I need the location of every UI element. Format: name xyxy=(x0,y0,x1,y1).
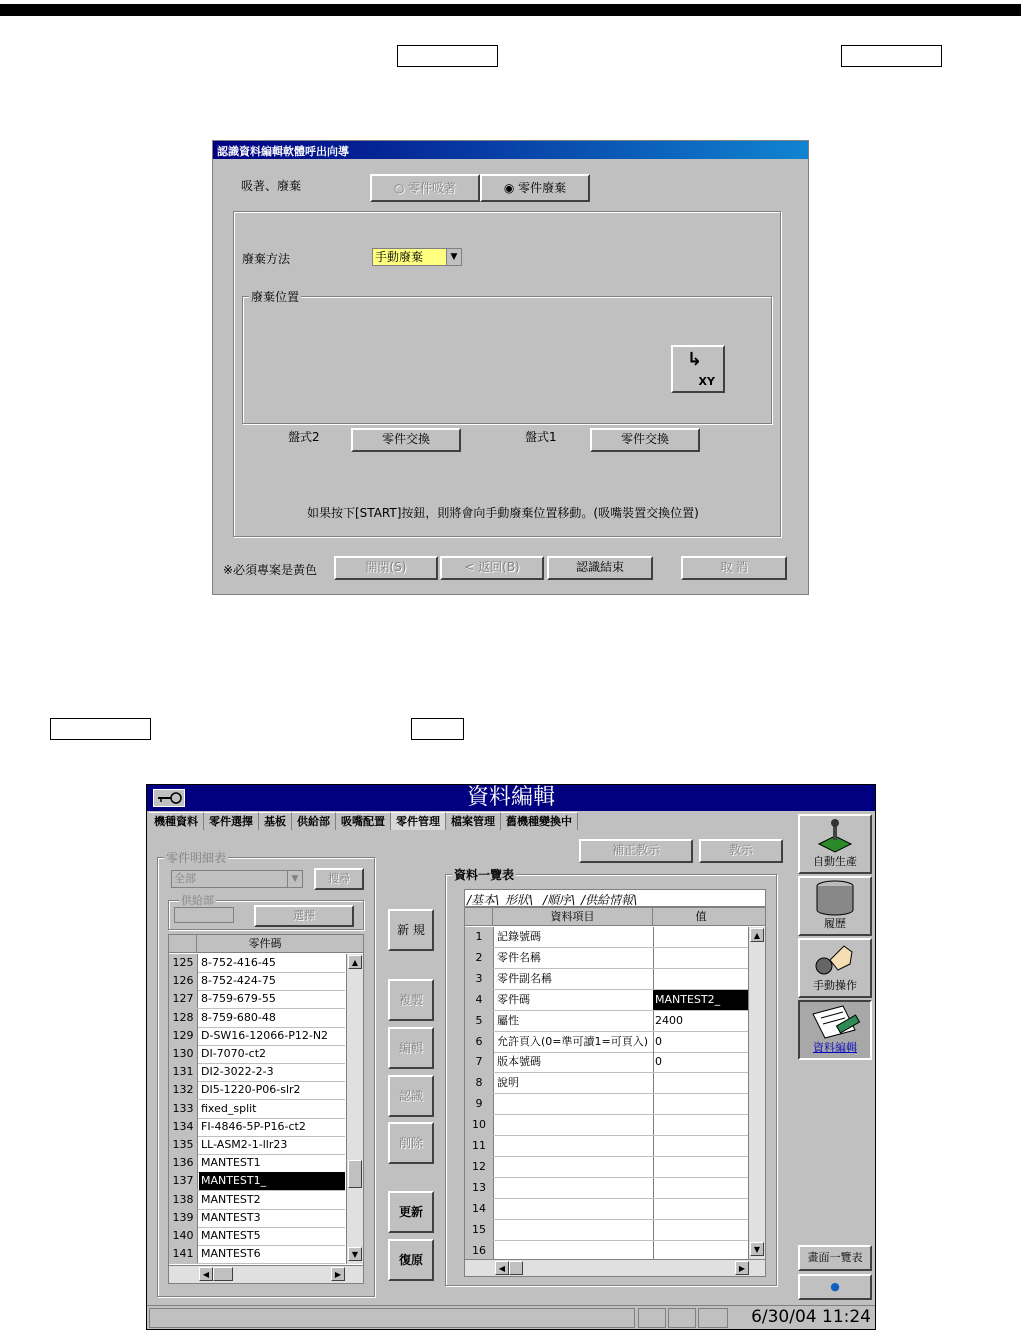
table-row[interactable] xyxy=(169,1100,345,1119)
tray1-label: 盤式1 xyxy=(525,430,557,444)
table-row[interactable] xyxy=(465,1157,749,1178)
table-row[interactable] xyxy=(465,948,749,969)
data-item-cell xyxy=(495,1199,654,1219)
radio-icon: ○ xyxy=(393,181,405,195)
part-code-cell: fixed_split xyxy=(201,1101,257,1115)
tray2-exchange-button[interactable]: 零件交換 xyxy=(351,428,461,452)
status-time: 6/30/04 11:24 xyxy=(751,1307,871,1327)
data-item-cell: 允許頁入(0=準可讀1=可頁入) xyxy=(495,1032,654,1052)
parts-filter-select[interactable] xyxy=(171,870,303,888)
table-row[interactable] xyxy=(169,1191,345,1210)
part-code-cell: D-SW16-12066-P12-N2 xyxy=(201,1028,329,1042)
row-number: 141 xyxy=(169,1245,198,1263)
table-row[interactable] xyxy=(465,1052,749,1073)
tab-part-select[interactable]: 零件選擇 xyxy=(204,812,259,830)
subtab-supply-info[interactable]: /供給情報\ xyxy=(581,893,638,907)
scroll-up-icon[interactable]: ▲ xyxy=(348,955,362,969)
part-code-cell: MANTEST5 xyxy=(201,1229,261,1242)
joystick-icon xyxy=(815,818,855,854)
new-button[interactable]: 新 規 xyxy=(388,909,434,951)
table-row[interactable] xyxy=(465,927,749,948)
table-row[interactable] xyxy=(465,1094,749,1115)
part-code-cell: MANTEST1_ xyxy=(199,1172,345,1190)
row-number: 138 xyxy=(169,1191,198,1209)
h-scroll-thumb[interactable] xyxy=(213,1267,233,1281)
row-number: 128 xyxy=(169,1009,198,1027)
part-code-cell: 8-759-680-48 xyxy=(201,1010,276,1024)
parts-table-header xyxy=(169,935,363,953)
hand-icon xyxy=(810,942,860,978)
scroll-left-icon[interactable]: ◀ xyxy=(199,1267,213,1281)
page-top-rule xyxy=(0,4,1021,16)
table-row[interactable] xyxy=(169,1245,345,1264)
scroll-left-icon[interactable]: ◀ xyxy=(495,1261,509,1275)
data-value-cell[interactable] xyxy=(653,969,749,989)
row-number: 3 xyxy=(465,969,494,989)
delete-button[interactable]: 削除 xyxy=(388,1122,434,1164)
window-title-bar xyxy=(147,785,875,811)
row-number: 12 xyxy=(465,1157,494,1177)
discard-method-select[interactable] xyxy=(372,248,462,266)
scroll-right-icon[interactable]: ▶ xyxy=(331,1267,345,1281)
part-code-cell: DI5-1220-P06-slr2 xyxy=(201,1083,301,1097)
data-item-cell: 版本號碼 xyxy=(495,1052,654,1072)
subtab-sequence[interactable]: /順序\ xyxy=(543,893,576,907)
copy-button[interactable]: 複製 xyxy=(388,979,434,1021)
table-row[interactable] xyxy=(169,1009,345,1028)
feeder-group xyxy=(168,894,364,930)
data-item-cell: 記錄號碼 xyxy=(495,927,654,947)
subtab-shape[interactable]: 形狀\ xyxy=(505,893,534,907)
wizard-dialog xyxy=(212,140,809,595)
tab-parts-management[interactable]: 零件管理 xyxy=(391,812,446,830)
table-row[interactable] xyxy=(465,1178,749,1199)
table-row[interactable] xyxy=(169,954,345,973)
data-horizontal-scrollbar[interactable] xyxy=(465,1259,765,1276)
row-number: 9 xyxy=(465,1094,494,1114)
parts-vertical-scrollbar[interactable] xyxy=(346,954,363,1264)
data-value-cell[interactable]: 0 xyxy=(655,1034,662,1048)
row-number: 8 xyxy=(465,1073,494,1093)
tab-nozzle[interactable]: 吸嘴配置 xyxy=(336,812,391,830)
data-value-cell[interactable] xyxy=(653,1094,749,1114)
column-header-value: 值 xyxy=(695,910,707,923)
part-code-cell: MANTEST1 xyxy=(201,1156,261,1170)
tray2-label: 盤式2 xyxy=(288,430,320,444)
part-code-cell: 8-752-416-45 xyxy=(201,956,276,969)
data-value-cell[interactable] xyxy=(653,1220,749,1240)
discard-method-label: 廢棄方法 xyxy=(242,252,291,266)
table-row[interactable] xyxy=(169,1027,345,1046)
recognize-button[interactable]: 認識 xyxy=(388,1075,434,1117)
row-number: 139 xyxy=(169,1209,198,1227)
status-bar xyxy=(147,1305,875,1329)
part-code-cell: 8-752-424-75 xyxy=(201,974,276,988)
required-note: ※必須專案是黃色 xyxy=(223,563,318,577)
scroll-down-icon[interactable]: ▼ xyxy=(750,1242,764,1256)
part-code-cell: DI2-3022-2-3 xyxy=(201,1065,274,1079)
parts-list-panel xyxy=(157,851,375,1297)
tab-old-model-convert[interactable]: 舊機種變換中 xyxy=(501,812,578,830)
data-value-cell[interactable] xyxy=(653,1073,749,1093)
row-number: 136 xyxy=(169,1154,198,1172)
part-code-cell: FI-4846-5P-P16-ct2 xyxy=(201,1119,306,1133)
data-value-cell[interactable] xyxy=(653,948,749,968)
globe-button[interactable] xyxy=(798,1274,872,1300)
restore-button[interactable]: 復原 xyxy=(388,1239,434,1281)
row-number: 13 xyxy=(465,1178,494,1198)
row-number: 1 xyxy=(465,927,494,947)
manual-operation-button[interactable] xyxy=(798,938,872,998)
table-row[interactable] xyxy=(465,990,749,1011)
row-number: 11 xyxy=(465,1136,494,1156)
row-number: 6 xyxy=(465,1032,494,1052)
back-button[interactable]: < 返回(B) xyxy=(440,556,544,580)
radio-discard[interactable] xyxy=(480,174,590,202)
data-item-cell: 零件碼 xyxy=(495,990,654,1010)
row-number: 134 xyxy=(169,1118,198,1136)
row-number: 10 xyxy=(465,1115,494,1135)
radio-pickup[interactable] xyxy=(370,174,480,202)
part-code-cell: MANTEST6 xyxy=(201,1247,261,1261)
row-number: 135 xyxy=(169,1136,198,1154)
manual-operation-label: 手動操作 xyxy=(813,979,857,992)
data-table-header xyxy=(465,908,765,926)
row-number: 140 xyxy=(169,1227,198,1245)
scroll-right-icon[interactable]: ▶ xyxy=(735,1261,749,1275)
history-label: 履歷 xyxy=(824,917,846,930)
h-scroll-thumb[interactable] xyxy=(509,1261,523,1275)
discard-position-group xyxy=(242,290,772,424)
tray1-exchange-button[interactable]: 零件交換 xyxy=(590,428,700,452)
tab-model-data[interactable]: 機種資料 xyxy=(149,812,204,830)
data-value-cell[interactable] xyxy=(653,1157,749,1177)
xy-button[interactable] xyxy=(671,345,725,393)
screen-list-button[interactable]: 畫面一覽表 xyxy=(798,1245,872,1271)
table-row[interactable] xyxy=(465,1241,749,1260)
start-note: 如果按下[START]按鈕，則將會向手動廢棄位置移動。(吸嘴裝置交換位置) xyxy=(307,506,699,520)
column-header-part-code: 零件碼 xyxy=(248,937,282,950)
discard-method-value: 手動廢棄 xyxy=(375,250,424,264)
table-row[interactable] xyxy=(169,1227,345,1246)
table-row[interactable] xyxy=(465,969,749,990)
finish-button[interactable]: 認識結束 xyxy=(547,556,653,580)
data-subtabs xyxy=(464,889,766,907)
supplement-teach-button[interactable]: 補正教示 xyxy=(579,839,693,863)
status-field xyxy=(149,1308,635,1328)
data-edit-button[interactable] xyxy=(798,1000,872,1060)
data-item-cell xyxy=(495,1157,654,1177)
parts-horizontal-scrollbar[interactable] xyxy=(169,1265,363,1283)
data-item-cell: 零件副名稱 xyxy=(495,969,654,989)
part-code-cell: MANTEST2 xyxy=(201,1192,261,1206)
row-number: 15 xyxy=(465,1220,494,1240)
row-number: 16 xyxy=(465,1241,494,1260)
data-item-cell: 屬性 xyxy=(495,1011,654,1031)
radio-pickup-label: 零件吸著 xyxy=(408,181,457,195)
reference-box xyxy=(411,718,464,740)
table-row[interactable] xyxy=(169,1081,345,1100)
data-vertical-scrollbar[interactable] xyxy=(748,927,765,1259)
data-value-cell[interactable] xyxy=(653,1115,749,1135)
row-number: 125 xyxy=(169,954,198,972)
table-row[interactable] xyxy=(169,1209,345,1228)
radio-discard-label: 零件廢棄 xyxy=(518,181,567,195)
cancel-button[interactable]: 取 消 xyxy=(681,556,787,580)
window-title: 資料編輯 xyxy=(466,785,555,810)
table-row[interactable] xyxy=(465,1032,749,1053)
data-item-cell xyxy=(495,1220,654,1240)
xy-arrow-icon: ↳ xyxy=(687,349,703,370)
data-item-cell xyxy=(495,1115,654,1135)
row-number: 5 xyxy=(465,1011,494,1031)
parts-panel-title: 零件明細表 xyxy=(166,851,227,865)
row-number: 126 xyxy=(169,972,198,990)
database-icon xyxy=(813,880,857,918)
table-row[interactable] xyxy=(169,1172,345,1191)
table-row[interactable] xyxy=(169,972,345,991)
globe-icon: ● xyxy=(830,1280,840,1293)
tab-file-management[interactable]: 檔案管理 xyxy=(446,812,501,830)
table-row[interactable] xyxy=(465,1011,749,1032)
discard-panel xyxy=(233,211,781,537)
data-value-cell[interactable]: 2400 xyxy=(655,1013,683,1027)
reference-box xyxy=(397,45,498,67)
part-code-cell: 8-759-679-55 xyxy=(201,992,276,1006)
data-value-cell[interactable]: 0 xyxy=(655,1055,662,1069)
table-row[interactable] xyxy=(169,990,345,1009)
table-row[interactable] xyxy=(465,1220,749,1241)
edit-button[interactable]: 編輯 xyxy=(388,1027,434,1069)
history-button[interactable] xyxy=(798,876,872,936)
auto-production-label: 自動生產 xyxy=(813,855,857,868)
table-row[interactable] xyxy=(169,1063,345,1082)
pickup-discard-label: 吸著、廢棄 xyxy=(241,179,302,193)
row-number: 137 xyxy=(169,1172,198,1190)
data-value-cell[interactable] xyxy=(653,927,749,947)
data-item-cell xyxy=(495,1094,654,1114)
chevron-down-icon[interactable]: ▼ xyxy=(287,871,302,887)
xy-button-label: XY xyxy=(698,375,715,388)
table-row[interactable] xyxy=(465,1115,749,1136)
data-edit-window xyxy=(146,784,876,1330)
feeder-field[interactable] xyxy=(174,907,234,923)
part-code-cell: DI-7070-ct2 xyxy=(201,1047,267,1060)
data-rows xyxy=(465,927,751,1259)
data-value-cell[interactable] xyxy=(653,1178,749,1198)
data-item-cell: 說明 xyxy=(495,1073,654,1093)
column-header-item: 資料項目 xyxy=(493,908,653,926)
parts-filter-value: 全部 xyxy=(174,872,196,885)
data-table xyxy=(464,907,766,1277)
table-row[interactable] xyxy=(465,1073,749,1094)
reference-box xyxy=(50,718,151,740)
open-button[interactable]: 開閉(S) xyxy=(334,556,438,580)
row-number: 129 xyxy=(169,1027,198,1045)
row-number: 131 xyxy=(169,1063,198,1081)
data-item-cell xyxy=(495,1178,654,1198)
scroll-down-icon[interactable]: ▼ xyxy=(348,1247,362,1261)
tab-feeder[interactable]: 供給部 xyxy=(292,812,336,830)
data-value-cell[interactable]: MANTEST2_ xyxy=(653,990,749,1010)
row-number: 133 xyxy=(169,1100,198,1118)
parts-table xyxy=(168,934,364,1284)
data-panel-title: 資料一覽表 xyxy=(454,868,515,882)
table-row[interactable] xyxy=(465,1136,749,1157)
part-code-cell: LL-ASM2-1-llr23 xyxy=(201,1138,288,1151)
search-button[interactable]: 搜尋 xyxy=(314,868,364,890)
teach-button[interactable]: 教示 xyxy=(699,839,783,863)
data-value-cell[interactable] xyxy=(653,1136,749,1156)
data-value-cell[interactable] xyxy=(653,1199,749,1219)
chevron-down-icon[interactable]: ▼ xyxy=(446,249,461,265)
scroll-thumb[interactable] xyxy=(348,1160,362,1188)
scroll-up-icon[interactable]: ▲ xyxy=(750,928,764,942)
data-value-cell[interactable] xyxy=(653,1241,749,1260)
part-code-cell: MANTEST3 xyxy=(201,1210,261,1224)
data-item-cell xyxy=(495,1136,654,1156)
row-number: 127 xyxy=(169,990,198,1008)
table-row[interactable] xyxy=(465,1199,749,1220)
table-row[interactable] xyxy=(169,1045,345,1064)
row-number: 2 xyxy=(465,948,494,968)
data-edit-label: 資料編輯 xyxy=(813,1041,857,1054)
edit-document-icon xyxy=(807,1004,863,1042)
row-number: 4 xyxy=(465,990,494,1010)
auto-production-button[interactable] xyxy=(798,814,872,874)
table-row[interactable] xyxy=(169,1154,345,1173)
main-tabs xyxy=(149,812,795,830)
row-number: 14 xyxy=(465,1199,494,1219)
radio-selected-icon: ◉ xyxy=(503,181,515,195)
table-row[interactable] xyxy=(169,1136,345,1155)
tab-board[interactable]: 基板 xyxy=(259,812,292,830)
discard-position-label: 廢棄位置 xyxy=(251,290,300,304)
parts-rows xyxy=(169,954,333,1264)
update-button[interactable]: 更新 xyxy=(388,1191,434,1233)
row-number: 7 xyxy=(465,1052,494,1072)
data-item-cell: 零件名稱 xyxy=(495,948,654,968)
row-number: 132 xyxy=(169,1081,198,1099)
dialog-title: 認識資料編輯軟體呼出向導 xyxy=(213,141,808,159)
table-row[interactable] xyxy=(169,1118,345,1137)
row-number: 130 xyxy=(169,1045,198,1063)
feeder-label: 供給部 xyxy=(181,894,214,907)
reference-box xyxy=(841,45,942,67)
subtab-basic[interactable]: /基本\ xyxy=(467,893,500,907)
data-item-cell xyxy=(495,1241,654,1260)
data-list-panel xyxy=(445,868,777,1286)
select-button[interactable]: 選擇 xyxy=(254,905,354,927)
